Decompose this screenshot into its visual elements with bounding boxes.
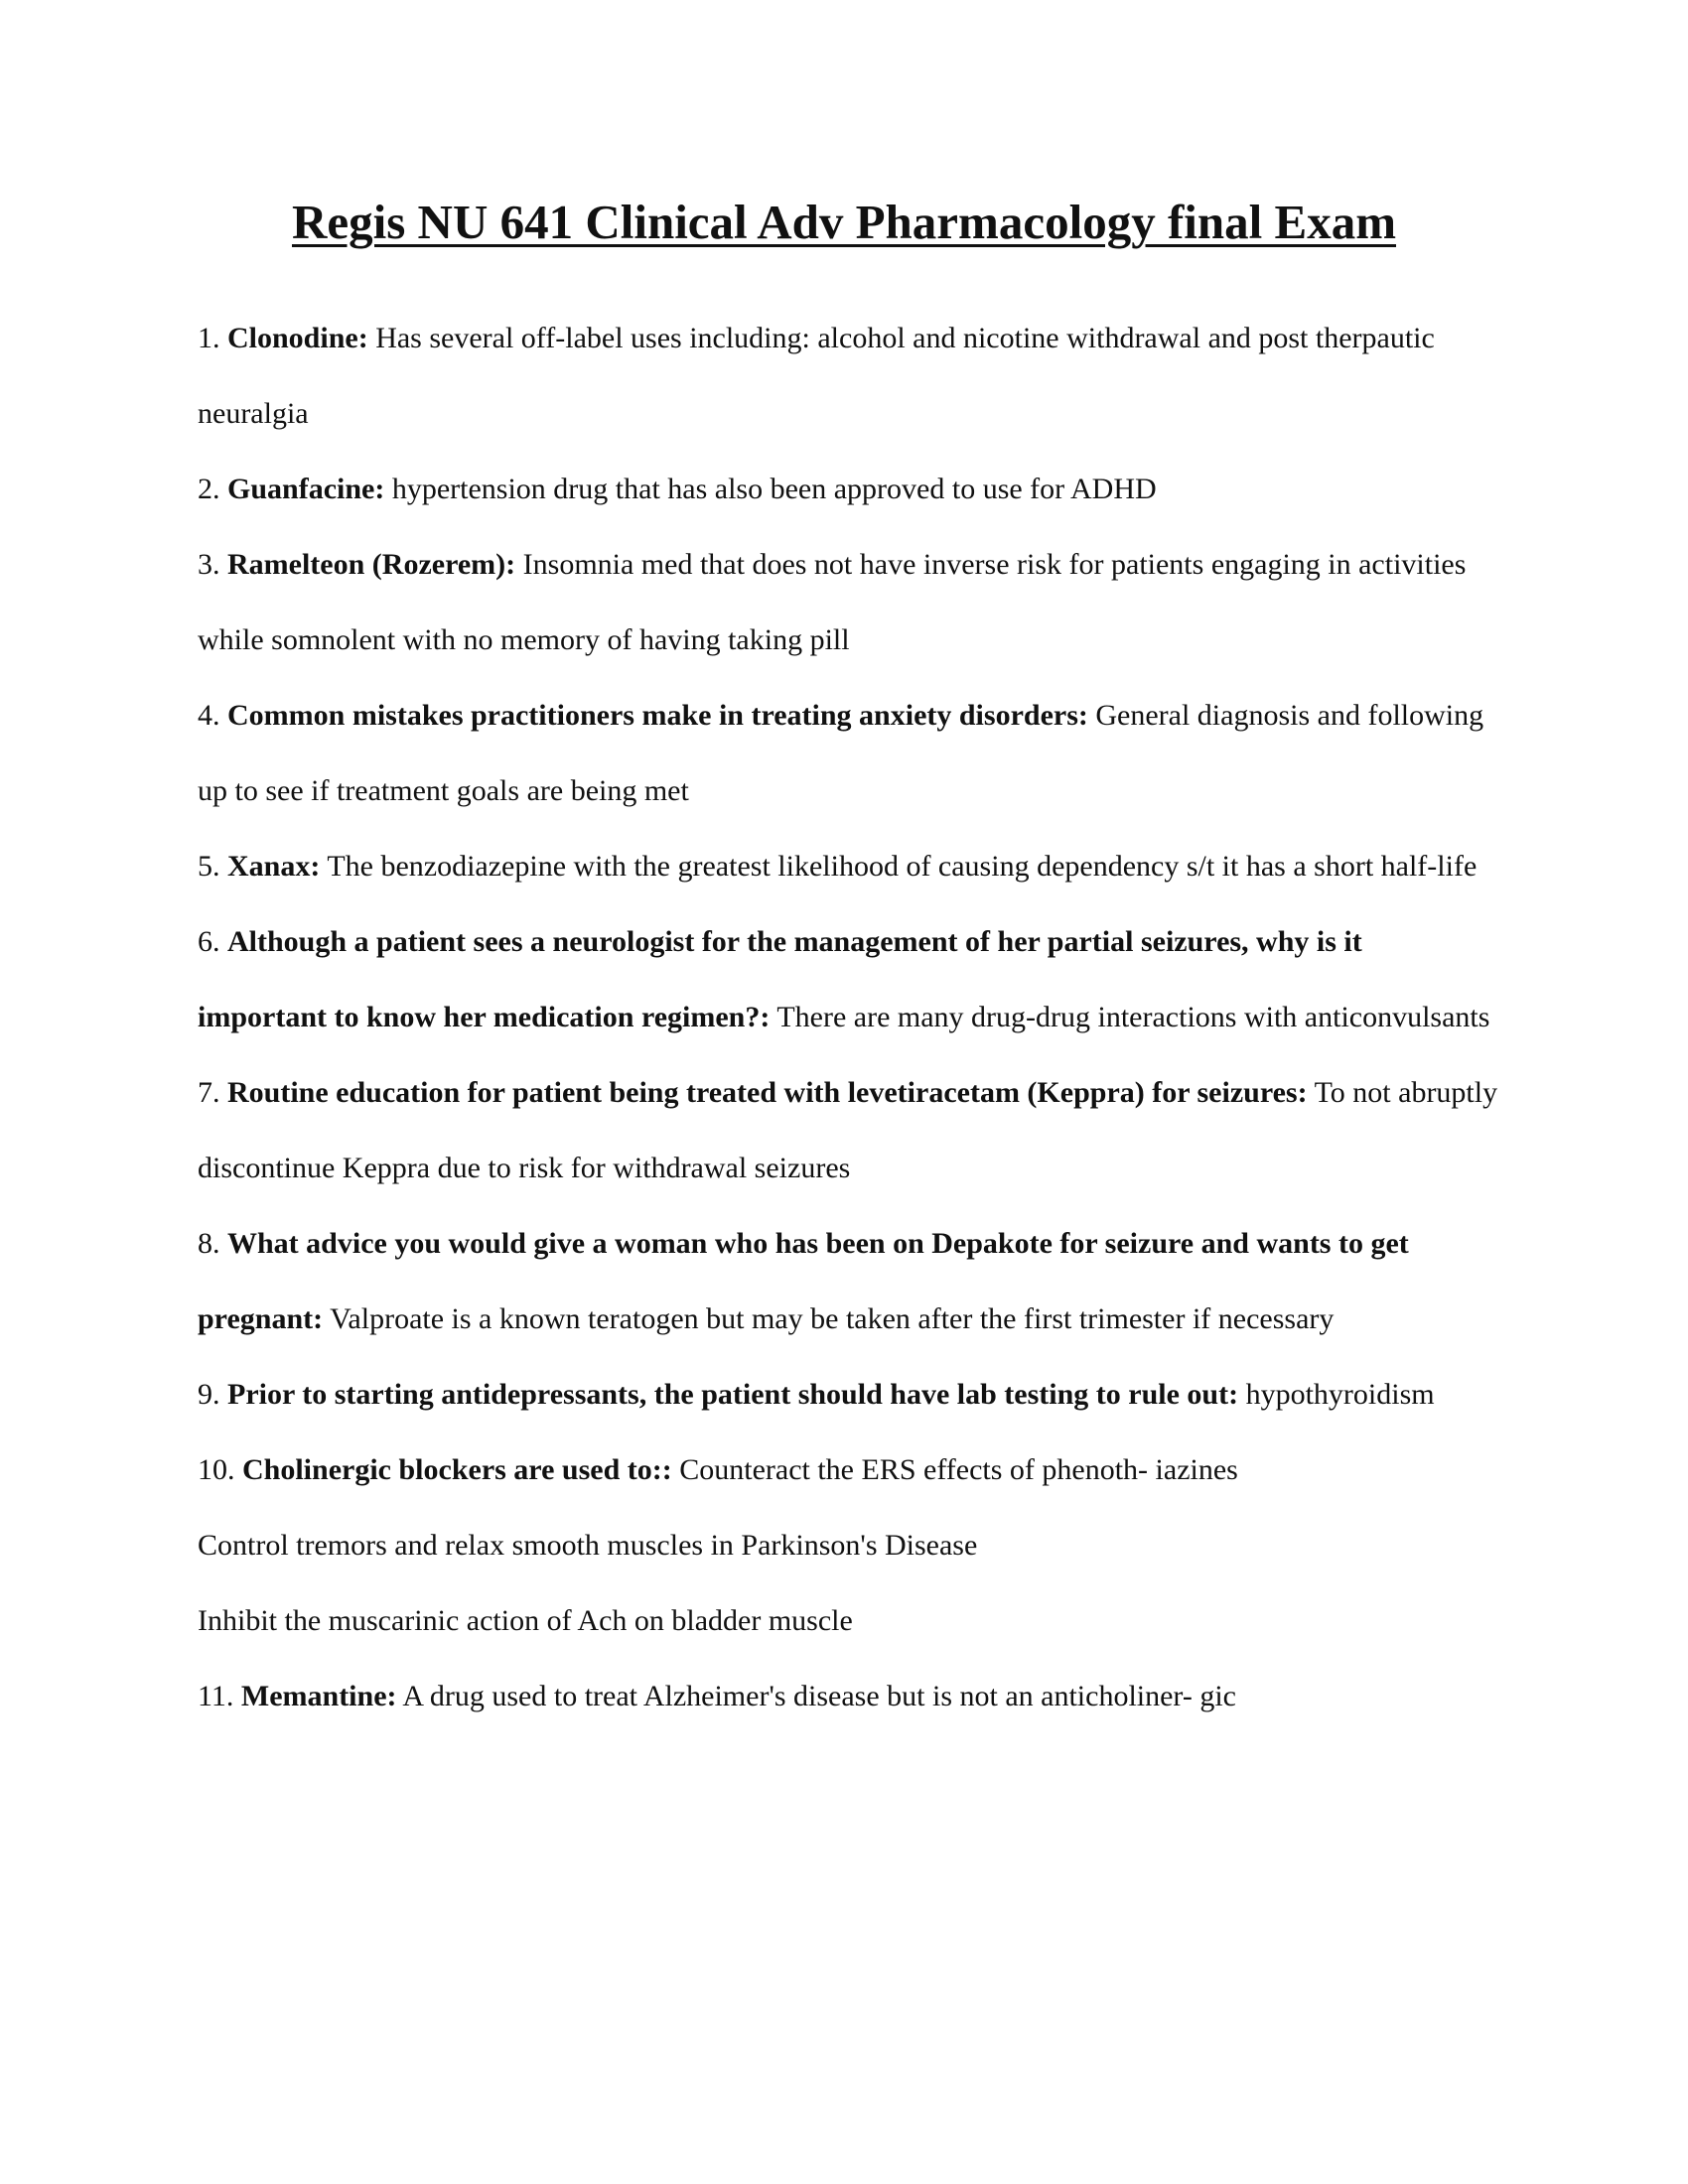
page-title: Regis NU 641 Clinical Adv Pharmacology final Exam [291,195,1397,249]
list-item [198,829,1498,904]
item-answer: Counteract the ERS effects of phenoth- iazines [679,1453,1238,1486]
item-answer: Inhibit the muscarinic action of Ach on bladder muscle [198,1604,853,1637]
item-answer: Control tremors and relax smooth muscles in Parkinson's Disease [198,1529,978,1562]
list-item [198,1659,1498,1734]
item-answer: General diagnosis and following up to see if treatment goals are being met [198,699,1484,807]
list-item [198,1206,1498,1357]
item-answer: Has several off-label uses including: alcohol and nicotine withdrawal and post therpautic neuralgia [198,322,1435,430]
item-term: What advice you would give a woman who has been on Depakote for seizure and wants to get pregnant: [198,1227,1409,1335]
item-number: 10. [198,1453,235,1486]
item-answer: A drug used to treat Alzheimer's disease but is not an anticholiner- gic [402,1680,1236,1712]
list-item [198,904,1498,1055]
list-item [198,452,1498,527]
list-item-continuation [198,1508,1498,1583]
item-term: Routine education for patient being treated with levetiracetam (Keppra) for seizures: [227,1076,1308,1109]
list-item [198,1055,1498,1206]
item-answer: hypertension drug that has also been approved to use for ADHD [391,473,1157,505]
item-number: 7. [198,1076,220,1109]
item-term: Although a patient sees a neurologist for the management of her partial seizures, why is it important to know her medication regimen?: [198,925,1362,1033]
list-item [198,1433,1498,1508]
item-answer: To not abruptly discontinue Keppra due to risk for withdrawal seizures [198,1076,1498,1184]
item-term: Cholinergic blockers are used to:: [242,1453,672,1486]
item-answer: The benzodiazepine with the greatest likelihood of causing dependency s/t it has a short half-life [327,850,1477,883]
item-term: Memantine: [240,1680,397,1712]
list-item-continuation [198,1583,1498,1659]
list-item [198,1357,1498,1433]
item-term: Ramelteon (Rozerem): [227,548,516,581]
item-term: Common mistakes practitioners make in treating anxiety disorders: [227,699,1088,732]
item-term: Guanfacine: [227,473,385,505]
item-term: Clonodine: [227,322,368,354]
item-term: Xanax: [227,850,321,883]
item-answer: Valproate is a known teratogen but may be taken after the first trimester if necessary [330,1302,1335,1335]
list-item [198,527,1498,678]
item-number: 2. [198,473,220,505]
item-term: Prior to starting antidepressants, the patient should have lab testing to rule out: [227,1378,1239,1411]
item-number: 1. [198,322,220,354]
item-answer: hypothyroidism [1245,1378,1435,1411]
list-item [198,678,1498,829]
item-number: 8. [198,1227,220,1260]
item-number: 5. [198,850,220,883]
item-answer: There are many drug-drug interactions with anticonvulsants [776,1001,1490,1033]
item-number: 3. [198,548,220,581]
item-number: 6. [198,925,220,958]
item-number: 9. [198,1378,220,1411]
question-list [198,301,1498,1734]
item-answer: Insomnia med that does not have inverse risk for patients engaging in activities while somnolent with no memory of having taking pill [198,548,1467,656]
item-number: 4. [198,699,220,732]
list-item [198,301,1498,452]
item-number: 11. [198,1680,234,1712]
